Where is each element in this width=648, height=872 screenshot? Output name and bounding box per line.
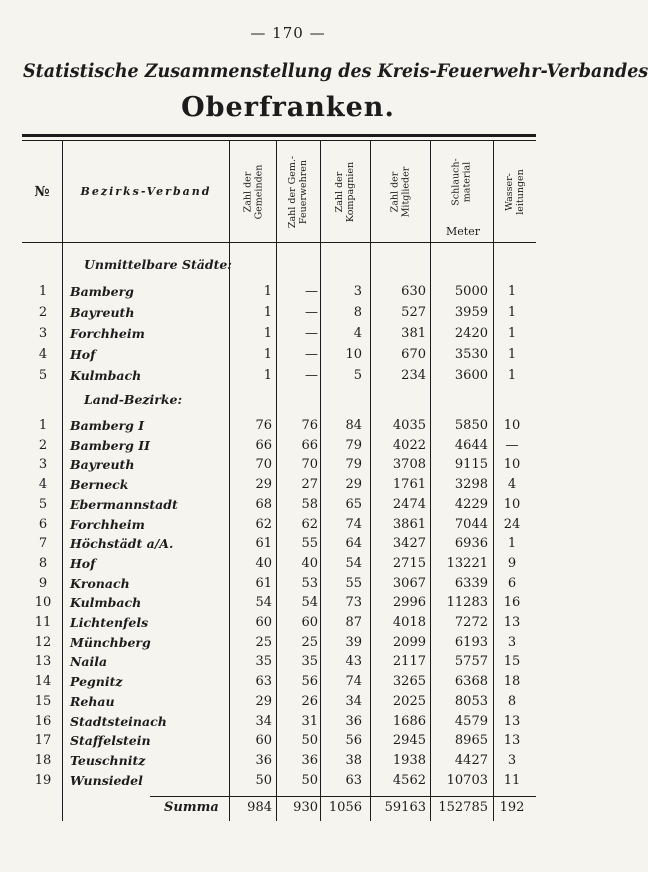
header-unit-meter: Meter xyxy=(446,225,480,238)
table-row xyxy=(0,753,576,775)
summary-kompagnien: 1056 xyxy=(328,800,362,815)
header-bottom-rule xyxy=(22,242,536,243)
cell-c4: 3427 xyxy=(392,536,426,552)
cell-c4: 381 xyxy=(401,326,426,341)
header-gemeinden xyxy=(230,141,276,242)
cell-name: Rehau xyxy=(70,693,115,709)
cell-c1: 29 xyxy=(255,693,272,709)
cell-c5: 6368 xyxy=(454,674,488,690)
table-row xyxy=(0,497,576,519)
cell-c5: 6936 xyxy=(454,536,488,552)
header-text: leitungen xyxy=(515,168,527,215)
cell-name: Wunsiedel xyxy=(70,772,143,788)
cell-name: Stadtsteinach xyxy=(70,713,167,729)
cell-c4: 670 xyxy=(401,347,426,362)
cell-c2: — xyxy=(305,284,318,299)
cell-c5: 4644 xyxy=(454,437,488,453)
table-row xyxy=(0,305,576,327)
cell-c3: 55 xyxy=(345,575,362,591)
cell-c6: 1 xyxy=(507,326,517,341)
cell-c4: 4562 xyxy=(392,772,426,788)
document-title: Statistische Zusammenstellung des Kreis-Feuerwehr-Verbandes xyxy=(23,60,648,82)
cell-c5: 4579 xyxy=(454,713,488,729)
cell-no: 4 xyxy=(38,347,48,362)
cell-c1: 1 xyxy=(263,326,272,341)
cell-c2: 70 xyxy=(301,457,318,473)
cell-c3: 84 xyxy=(345,418,362,433)
cell-c1: 50 xyxy=(255,772,272,788)
cell-c6: 10 xyxy=(503,418,521,433)
cell-no: 11 xyxy=(34,615,52,630)
cell-c1: 60 xyxy=(255,733,272,749)
header-district xyxy=(63,141,229,242)
cell-name: Kulmbach xyxy=(70,595,142,611)
cell-no: 7 xyxy=(38,536,48,552)
summary-mitglieder: 59163 xyxy=(384,800,426,815)
cell-c4: 3861 xyxy=(392,516,426,532)
cell-c4: 4035 xyxy=(392,418,426,433)
cell-name: Bamberg II xyxy=(70,437,150,453)
cell-c2: 26 xyxy=(301,693,318,709)
cell-c2: 27 xyxy=(301,477,318,493)
header-text: Gemeinden xyxy=(253,164,265,219)
header-schlauchmaterial xyxy=(431,141,493,223)
cell-name: Bamberg I xyxy=(70,418,145,433)
table-row xyxy=(0,674,576,696)
cell-no: 10 xyxy=(34,595,52,611)
header-wasserleitungen xyxy=(494,141,536,242)
table-row xyxy=(0,576,576,598)
cell-c1: 76 xyxy=(255,418,272,433)
cell-c4: 3265 xyxy=(392,674,426,690)
cell-c5: 3530 xyxy=(454,347,488,362)
cell-c4: 2945 xyxy=(392,733,426,749)
cell-name: Hof xyxy=(70,347,96,362)
cell-name: Ebermannstadt xyxy=(70,496,178,512)
cell-c1: 60 xyxy=(255,615,272,630)
header-feuerwehren xyxy=(277,141,320,242)
cell-c6: 13 xyxy=(503,733,521,749)
header-number-label: № xyxy=(34,183,50,200)
cell-c5: 10703 xyxy=(446,772,488,788)
table-row xyxy=(0,477,576,499)
cell-c3: 74 xyxy=(345,516,362,532)
summary-row xyxy=(0,800,576,822)
cell-c1: 66 xyxy=(255,437,272,453)
cell-c2: 62 xyxy=(301,516,318,532)
cell-c6: 24 xyxy=(503,516,521,532)
cell-c2: 40 xyxy=(301,555,318,571)
cell-c4: 630 xyxy=(401,284,426,299)
header-text: Kompagnien xyxy=(345,161,357,222)
table-row xyxy=(0,773,576,795)
cell-c2: — xyxy=(305,347,318,362)
cell-no: 6 xyxy=(38,516,48,532)
cell-c4: 4018 xyxy=(392,615,426,630)
cell-c3: 8 xyxy=(353,305,362,320)
cell-name: Bamberg xyxy=(70,284,134,299)
cell-c2: 66 xyxy=(301,437,318,453)
cell-no: 18 xyxy=(34,752,52,768)
table-row xyxy=(0,654,576,676)
table-row xyxy=(0,635,576,657)
table-row xyxy=(0,517,576,539)
cell-c2: 55 xyxy=(301,536,318,552)
section-heading-districts: Land-Bezirke: xyxy=(84,392,183,407)
cell-no: 3 xyxy=(38,326,48,341)
document-subtitle: Oberfranken. xyxy=(181,92,395,123)
cell-c3: 79 xyxy=(345,457,362,473)
cell-c5: 4229 xyxy=(454,496,488,512)
cell-no: 14 xyxy=(34,674,52,690)
cell-c4: 2715 xyxy=(392,555,426,571)
cell-c1: 1 xyxy=(263,284,272,299)
table-row xyxy=(0,284,576,306)
cell-c6: 15 xyxy=(503,654,521,670)
cell-name: Staffelstein xyxy=(70,733,151,749)
summary-schlauch: 152785 xyxy=(438,800,488,815)
cell-c1: 54 xyxy=(255,595,272,611)
table-row xyxy=(0,733,576,755)
cell-name: Höchstädt a/A. xyxy=(70,536,174,552)
cell-c1: 25 xyxy=(255,634,272,650)
header-number xyxy=(22,141,62,242)
cell-c5: 7044 xyxy=(454,516,488,532)
header-text: Wasser- xyxy=(504,172,516,211)
header-text: Feuerwehren xyxy=(298,159,310,224)
cell-no: 3 xyxy=(38,457,48,473)
cell-name: Forchheim xyxy=(70,326,145,341)
cell-c2: 53 xyxy=(301,575,318,591)
cell-c3: 79 xyxy=(345,437,362,453)
cell-c1: 61 xyxy=(255,536,272,552)
cell-c1: 36 xyxy=(255,752,272,768)
cell-c4: 2099 xyxy=(392,634,426,650)
cell-c1: 68 xyxy=(255,496,272,512)
cell-c5: 11283 xyxy=(446,595,488,611)
cell-c6: 8 xyxy=(507,693,517,709)
cell-c3: 39 xyxy=(345,634,362,650)
header-text: Zahl der xyxy=(242,171,254,212)
cell-c5: 2420 xyxy=(454,326,488,341)
cell-c3: 29 xyxy=(345,477,362,493)
cell-c1: 70 xyxy=(255,457,272,473)
cell-no: 17 xyxy=(34,733,52,749)
cell-name: Berneck xyxy=(70,477,129,493)
cell-c3: 54 xyxy=(345,555,362,571)
cell-c5: 7272 xyxy=(454,615,488,630)
table-row xyxy=(0,615,576,637)
cell-name: Bayreuth xyxy=(70,457,135,473)
header-text: material xyxy=(461,161,473,203)
table-row xyxy=(0,326,576,348)
cell-c4: 234 xyxy=(401,368,426,383)
cell-c5: 6193 xyxy=(454,634,488,650)
cell-name: Kulmbach xyxy=(70,368,142,383)
cell-c6: 4 xyxy=(507,477,517,493)
cell-c6: 10 xyxy=(503,496,521,512)
cell-c3: 56 xyxy=(345,733,362,749)
cell-c3: 73 xyxy=(345,595,362,611)
table-row xyxy=(0,457,576,479)
cell-c4: 2025 xyxy=(392,693,426,709)
cell-name: Naila xyxy=(70,654,108,670)
table-row xyxy=(0,418,576,440)
cell-c5: 3298 xyxy=(454,477,488,493)
table-row xyxy=(0,595,576,617)
cell-c5: 3600 xyxy=(454,368,488,383)
cell-c4: 527 xyxy=(401,305,426,320)
cell-no: 19 xyxy=(34,772,52,788)
summary-label: Summa xyxy=(164,800,219,815)
summary-wasserleitungen: 192 xyxy=(499,800,525,815)
cell-c3: 87 xyxy=(345,615,362,630)
cell-c6: 1 xyxy=(507,305,517,320)
cell-name: Lichtenfels xyxy=(70,615,149,630)
cell-c5: 5000 xyxy=(454,284,488,299)
cell-c4: 4022 xyxy=(392,437,426,453)
header-text: Mitglieder xyxy=(400,166,412,217)
cell-c4: 2474 xyxy=(392,496,426,512)
cell-c6: 1 xyxy=(507,284,517,299)
cell-name: Forchheim xyxy=(70,516,145,532)
header-text: Zahl der xyxy=(334,171,346,212)
cell-c3: 64 xyxy=(345,536,362,552)
cell-c1: 63 xyxy=(255,674,272,690)
cell-c4: 2117 xyxy=(392,654,426,670)
cell-c5: 8053 xyxy=(454,693,488,709)
cell-c5: 3959 xyxy=(454,305,488,320)
cell-c1: 29 xyxy=(255,477,272,493)
cell-c6: 3 xyxy=(507,634,517,650)
header-text: Zahl der Gem.- xyxy=(287,155,299,228)
cell-name: Pegnitz xyxy=(70,674,123,690)
cell-c2: — xyxy=(305,368,318,383)
cell-c2: 60 xyxy=(301,615,318,630)
cell-c6: 16 xyxy=(503,595,521,611)
cell-c5: 4427 xyxy=(454,752,488,768)
cell-c1: 1 xyxy=(263,305,272,320)
cell-c6: 1 xyxy=(507,347,517,362)
cell-c6: 10 xyxy=(503,457,521,473)
cell-c2: 50 xyxy=(301,772,318,788)
summary-feuerwehren: 930 xyxy=(293,800,318,815)
cell-c6: 6 xyxy=(507,575,517,591)
cell-c1: 62 xyxy=(255,516,272,532)
cell-c4: 3067 xyxy=(392,575,426,591)
cell-c2: 31 xyxy=(301,713,318,729)
cell-name: Teuschnitz xyxy=(70,752,146,768)
cell-c1: 1 xyxy=(263,368,272,383)
summary-gemeinden: 984 xyxy=(247,800,272,815)
cell-c3: 3 xyxy=(353,284,362,299)
cell-c5: 5850 xyxy=(454,418,488,433)
cell-c2: 56 xyxy=(301,674,318,690)
cell-c3: 36 xyxy=(345,713,362,729)
cell-c1: 40 xyxy=(255,555,272,571)
cell-c2: 35 xyxy=(301,654,318,670)
cell-c3: 10 xyxy=(345,347,362,362)
cell-no: 2 xyxy=(38,437,48,453)
cell-c6: 9 xyxy=(507,555,517,571)
cell-c2: 58 xyxy=(301,496,318,512)
cell-c3: 65 xyxy=(345,496,362,512)
cell-c4: 1761 xyxy=(392,477,426,493)
summary-top-rule xyxy=(150,796,536,797)
cell-name: Hof xyxy=(70,555,96,571)
cell-no: 12 xyxy=(34,634,52,650)
header-text: Zahl der xyxy=(389,171,401,212)
cell-c1: 61 xyxy=(255,575,272,591)
cell-c2: — xyxy=(305,305,318,320)
table-row xyxy=(0,714,576,736)
header-district-label: Bezirks-Verband xyxy=(80,185,212,198)
cell-c3: 38 xyxy=(345,752,362,768)
header-kompagnien xyxy=(321,141,370,242)
cell-no: 2 xyxy=(38,305,48,320)
cell-no: 15 xyxy=(34,693,52,709)
table-row xyxy=(0,694,576,716)
cell-c6: 1 xyxy=(507,368,517,383)
header-text: Schlauch- xyxy=(450,158,462,206)
cell-c2: 54 xyxy=(301,595,318,611)
cell-c3: 4 xyxy=(353,326,362,341)
cell-c4: 3708 xyxy=(392,457,426,473)
cell-c6: — xyxy=(505,437,519,453)
cell-c6: 1 xyxy=(507,536,517,552)
page-number: — 170 — xyxy=(250,24,326,42)
cell-c3: 43 xyxy=(345,654,362,670)
cell-c6: 13 xyxy=(503,615,521,630)
header-mitglieder xyxy=(371,141,430,242)
cell-no: 1 xyxy=(38,284,48,299)
cell-c2: 76 xyxy=(301,418,318,433)
table-row xyxy=(0,438,576,460)
cell-c2: 50 xyxy=(301,733,318,749)
table-top-rule xyxy=(22,134,536,137)
table-row xyxy=(0,536,576,558)
cell-c6: 13 xyxy=(503,713,521,729)
cell-c3: 74 xyxy=(345,674,362,690)
cell-c3: 34 xyxy=(345,693,362,709)
cell-no: 4 xyxy=(38,477,48,493)
cell-name: Münchberg xyxy=(70,634,151,650)
cell-c4: 1686 xyxy=(392,713,426,729)
cell-c5: 13221 xyxy=(446,555,488,571)
cell-no: 5 xyxy=(38,368,48,383)
cell-no: 8 xyxy=(38,555,48,571)
cell-c6: 3 xyxy=(507,752,517,768)
cell-c6: 18 xyxy=(503,674,521,690)
cell-c4: 1938 xyxy=(392,752,426,768)
cell-name: Bayreuth xyxy=(70,305,135,320)
cell-no: 9 xyxy=(38,575,48,591)
cell-c3: 63 xyxy=(345,772,362,788)
cell-c5: 6339 xyxy=(454,575,488,591)
cell-no: 16 xyxy=(34,713,52,729)
cell-name: Kronach xyxy=(70,575,130,591)
section-heading-cities: Unmittelbare Städte: xyxy=(84,257,232,272)
cell-c5: 9115 xyxy=(454,457,488,473)
cell-c1: 1 xyxy=(263,347,272,362)
cell-c5: 8965 xyxy=(454,733,488,749)
cell-no: 5 xyxy=(38,496,48,512)
cell-c1: 34 xyxy=(255,713,272,729)
cell-c2: 36 xyxy=(301,752,318,768)
cell-no: 13 xyxy=(34,654,52,670)
table-row xyxy=(0,556,576,578)
cell-c2: 25 xyxy=(301,634,318,650)
table-row xyxy=(0,368,576,390)
cell-c4: 2996 xyxy=(392,595,426,611)
cell-c1: 35 xyxy=(255,654,272,670)
cell-c2: — xyxy=(305,326,318,341)
cell-no: 1 xyxy=(38,418,48,433)
cell-c3: 5 xyxy=(353,368,362,383)
cell-c5: 5757 xyxy=(454,654,488,670)
table-row xyxy=(0,347,576,369)
cell-c6: 11 xyxy=(503,772,521,788)
